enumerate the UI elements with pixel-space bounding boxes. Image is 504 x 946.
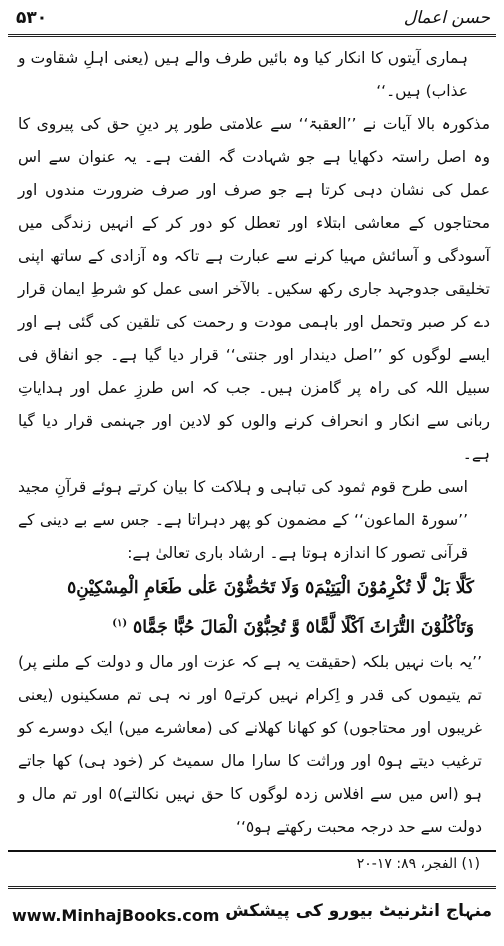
footer-rule xyxy=(8,886,496,889)
footnote-rule xyxy=(8,850,496,852)
paragraph-3: اسی طرح قوم ثمود کی تباہی و ہلاکت کا بیان کرتے ہوئے قرآنِ مجید ’’سورۃ الماعون‘‘ کے مضمون کو پھر دہراتا ہے۔ جس سے بے دینی کے قرآنی تصور کا اندازہ ہوتا ہے۔ ارشاد باری تعالیٰ ہے: xyxy=(18,478,468,562)
footnote: (١) الفجر، ٨٩: ١٧-٢٠ xyxy=(356,856,480,872)
website-link[interactable]: www.MinhajBooks.com xyxy=(12,906,220,925)
header-rule xyxy=(8,34,496,37)
page-footer xyxy=(8,896,496,936)
page-number: ۵۳۰ xyxy=(16,8,48,28)
verse-translation: ’’یہ بات نہیں بلکہ (حقیقت یہ ہے کہ عزت اور مال و دولت کے ملنے پر) تم یتیموں کی قدر و اِکرام نہیں کرتے٥ اور نہ ہی تم مسکینوں (یعنی غریبوں اور محتاجوں) کو کھانا کھلانے کی (معاشرے میں) ایک دوسرے کو ترغیب دیتے ہو٥ اور وراثت کا سارا مال سمیٹ کر (خود ہی) کھا جاتے ہو (اس میں سے افلاس زدہ لوگوں کا حق نہیں نکالتے)٥ اور تم مال و دولت سے حد درجہ محبت رکھتے ہو٥‘‘ xyxy=(18,652,483,836)
quran-verse-2 xyxy=(18,606,490,646)
paragraph-1: ہماری آیتوں کا انکار کیا وہ بائیں طرف والے ہیں (یعنی اہلِ شقاوت و عذاب) ہیں۔‘‘ xyxy=(18,49,468,100)
page-body xyxy=(18,42,490,844)
quran-verse-1: كَلَّا بَلْ لَّا تُكْرِمُوْنَ الْيَتِيْمَ٥ وَلَا تَحٰٓضُّوْنَ عَلٰى طَعَامِ الْمِسْكِيْنِ٥ xyxy=(67,578,474,598)
footnote-marker: (١) xyxy=(112,618,128,629)
quran-verse-2-text: وَتَاْكُلُوْنَ التُّرَاثَ اَكْلًا لَّمًّا٥ وَّ تُحِبُّوْنَ الْمَالَ حُبًّا جَمًّا٥ xyxy=(133,617,474,638)
publisher-credit: منہاج انٹرنیٹ بیورو کی پیشکش xyxy=(225,901,492,921)
paragraph-2: مذکورہ بالا آیات نے ’’العقبۃ‘‘ سے علامتی طور پر دینِ حق کی پیروی کا وہ اصل راستہ دکھایا ہے جو شہادت گہ الفت ہے۔ یہ عنوان سے اس عمل کی نشان دہی کرتا ہے جو صرف اور صرف ضرورت مندوں اور محتاجوں کے معاشی ابتلاء اور تعطل کو دور کر کے انہیں زندگی میں آسودگی و آسائش مہیا کرنے سے عبارت ہے تاکہ وہ آزادی کے ساتھ اپنی تخلیقی جدوجہد جاری رکھ سکیں۔ بالآخر اسی عمل کو شرطِ ایمان قرار دے کر صبر وتحمل اور باہمی مودت و رحمت کی تلقین کی گئی ہے اور ایسے لوگوں کو ’’اصل دیندار اور جنتی‘‘ قرار دیا گیا ہے۔ جو انفاق فی سبیل اللہ کی راہ پر گامزن ہیں۔ جب کہ اس طرزِ عمل اور ہدایاتِ ربانی سے انکار و انحراف کرنے والوں کو لادین اور جہنمی قرار دیا گیا ہے۔ xyxy=(18,115,490,463)
book-title: حسن اعمال xyxy=(403,8,490,28)
page-header xyxy=(10,6,494,32)
